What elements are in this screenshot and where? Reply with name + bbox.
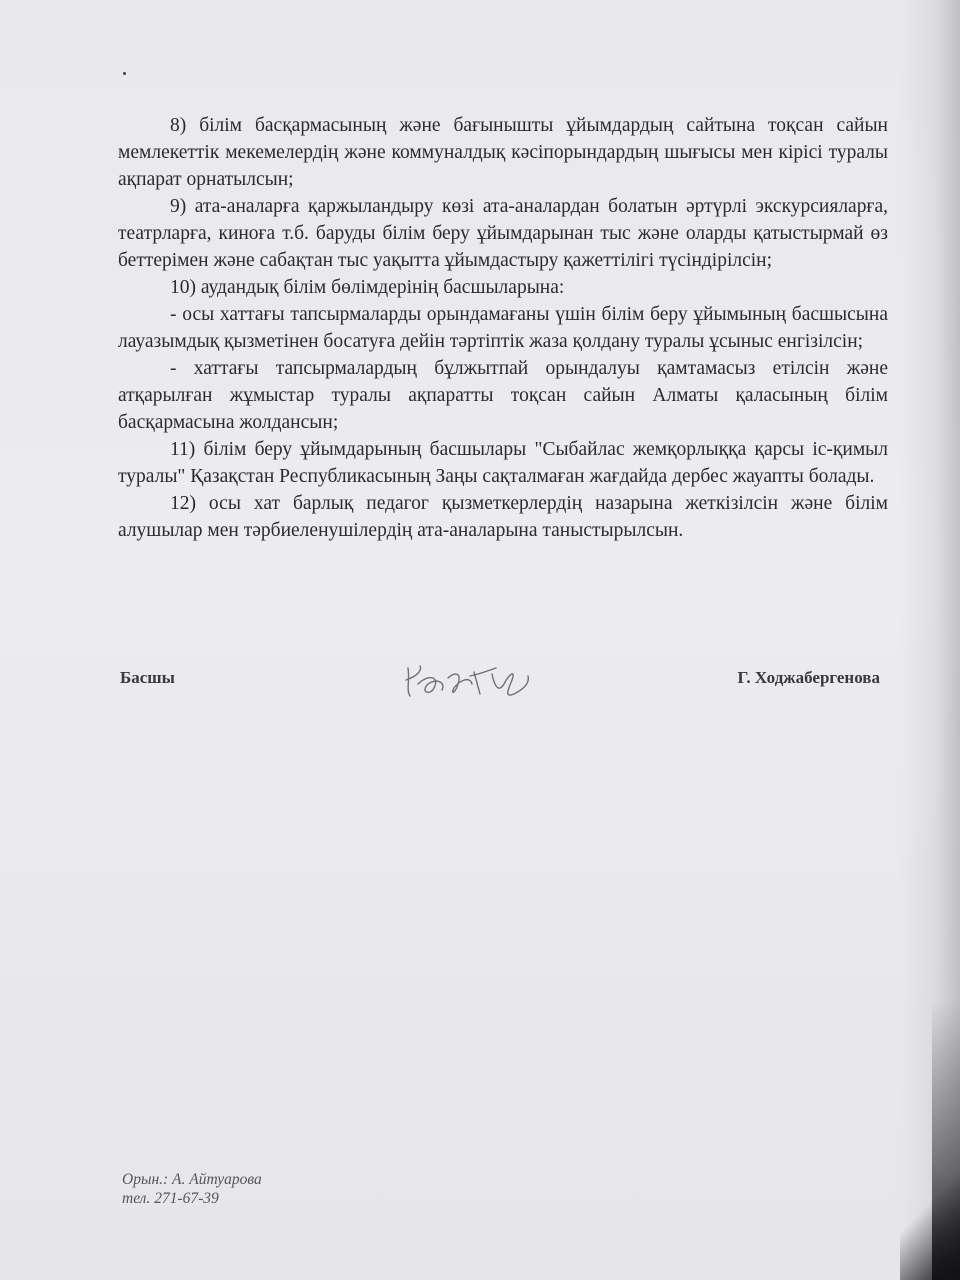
signature-block (120, 660, 880, 710)
page-corner-shadow (900, 1160, 960, 1280)
paragraph-9: 9) ата-аналарға қаржыландыру көзі ата-аналардан болатын әртүрлі экскурсияларға, театрларға, киноға т.б. баруды білім беру ұйымдарынан тыс және оларды қатыстырмай өз беттерімен және сабақтан тыс уақытта ұйымдастыру қажеттілігі түсіндірілсін; (118, 196, 888, 271)
paragraph-11: 11) білім беру ұйымдарының басшылары "Сыбайлас жемқорлыққа қарсы іс-қимыл туралы" Қазақстан Республикасының Заңы сақталмаған жағдайда дербес жауапты болады. (118, 439, 888, 487)
executor-name: Орын.: А. Айтуарова (122, 1171, 262, 1188)
paper-speck (123, 72, 126, 75)
paragraph-12: 12) осы хат барлық педагог қызметкерлердің назарына жеткізілсін және білім алушылар мен тәрбиеленушілердің ата-аналарына таныстырылсын. (118, 493, 888, 541)
handwritten-signature (400, 654, 550, 704)
executor-phone: тел. 271-67-39 (122, 1190, 219, 1207)
paragraph-10: 10) аудандық білім бөлімдерінің басшыларына: (170, 277, 565, 298)
paragraph-10-item-1: - осы хаттағы тапсырмаларды орындамағаны үшін білім беру ұйымының басшысына лауазымдық қызметінен босатуға дейін тәртіптік жаза қолдану туралы ұсыныс енгізілсін; (118, 304, 888, 352)
signatory-title: Басшы (120, 668, 175, 687)
signatory-name: Г. Ходжабергенова (737, 668, 880, 687)
paragraph-8: 8) білім басқармасының және бағынышты ұйымдардың сайтына тоқсан сайын мемлекеттік мекемелердің және коммуналдық кәсіпорындардың шығысы мен кірісі туралы ақпарат орнатылсын; (118, 115, 888, 190)
paragraph-10-item-2: - хаттағы тапсырмалардың бұлжытпай орындалуы қамтамасыз етілсін және атқарылған жұмыстар туралы ақпаратты тоқсан сайын Алматы қаласының білім басқармасына жолдансын; (118, 358, 888, 433)
document-body (118, 112, 888, 544)
executor-footer (122, 1170, 262, 1208)
